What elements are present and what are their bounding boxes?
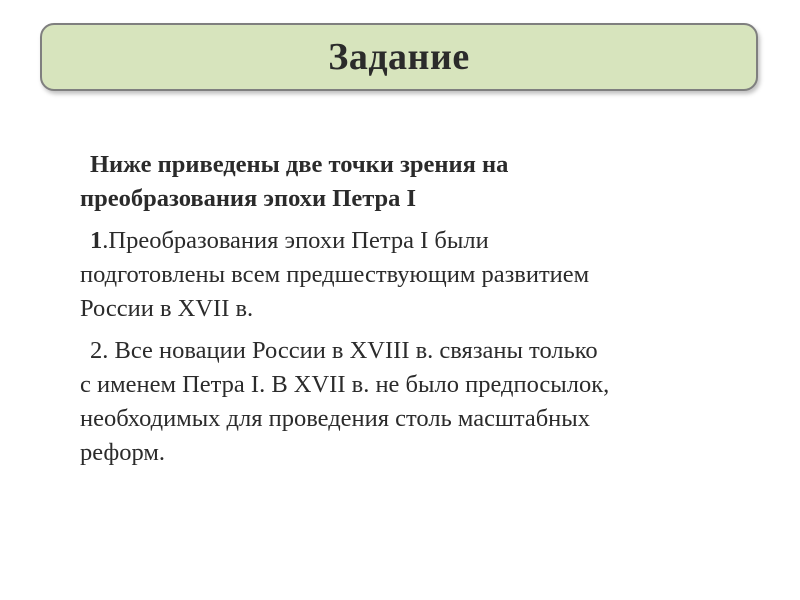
viewpoint-1-number: 1 — [90, 227, 103, 254]
viewpoint-2-line-1: 2. Все новации России в XVIII в. связаны только — [90, 337, 598, 364]
task-body — [80, 148, 760, 478]
viewpoint-2 — [80, 334, 760, 470]
intro-line-2: преобразования эпохи Петра I — [80, 185, 417, 212]
viewpoint-1-line-1: .Преобразования эпохи Петра I были — [102, 227, 489, 254]
task-intro — [80, 148, 760, 216]
viewpoint-2-line-4: реформ. — [80, 439, 166, 466]
viewpoint-2-line-3: необходимых для проведения столь масштабных — [80, 405, 591, 432]
viewpoint-1-line-2: подготовлены всем предшествующим развитием — [80, 261, 590, 288]
slide-title: Задание — [328, 36, 470, 78]
viewpoint-1 — [80, 224, 760, 326]
viewpoint-1-line-3: России в XVII в. — [80, 295, 254, 322]
title-banner — [40, 23, 758, 91]
viewpoint-2-line-2: с именем Петра I. В XVII в. не было предпосылок, — [80, 371, 610, 398]
intro-line-1: Ниже приведены две точки зрения на — [90, 151, 509, 178]
